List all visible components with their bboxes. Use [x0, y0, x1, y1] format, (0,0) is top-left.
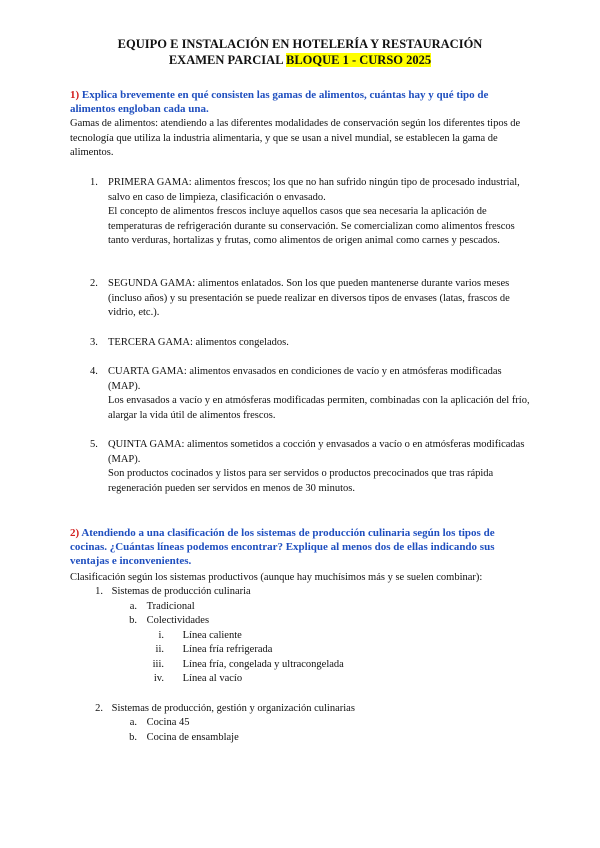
list-item: iv. Línea al vacío [153, 673, 243, 684]
question-2-number: 2) [70, 527, 80, 539]
gama-item-5-text: QUINTA GAMA: alimentos sometidos a cocción y envasados a vacío o en atmósferas modificadas (MAP). [108, 439, 525, 465]
list-item: iii. Línea fría, congelada y ultracongelada [152, 659, 344, 670]
question-1-number: 1) [70, 89, 80, 101]
list-item: i. Línea caliente [158, 630, 242, 641]
gama-item-3-text: TERCERA GAMA: alimentos congelados. [108, 337, 289, 348]
gama-item-1-detail: El concepto de alimentos frescos incluye aquellos casos que sea necesaria la aplicación de temperaturas de refrigeración durante su conservación. Se comercializan como alimentos frescos tanto verduras, hortalizas y frutas, como alimentos de origen animal como carnes y pescados. [108, 206, 515, 246]
list-item: 1. Sistemas de producción culinaria [95, 586, 251, 597]
gama-item-4 [70, 365, 530, 423]
q1-intro: Gamas de alimentos: atendiendo a las diferentes modalidades de conservación según los diferentes tipos de tecnología que utiliza la industria alimentaria, y que se usan a nivel mundial, se establecen la gama de alimentos. [70, 118, 521, 158]
list-item: a. Tradicional [129, 601, 195, 612]
gama-item-3 [70, 336, 530, 351]
list-item: a. Cocina 45 [129, 717, 190, 728]
q2-intro: Clasificación según los sistemas productivos (aunque hay muchísimos más y se suelen combinar): [70, 572, 483, 583]
question-1 [70, 88, 530, 116]
list-number: 3. [90, 337, 98, 348]
title-exam-label: EXAMEN PARCIAL [168, 53, 286, 67]
list-item: ii. Línea fría refrigerada [155, 644, 273, 655]
list-item: 2. Sistemas de producción, gestión y organización culinarias [95, 703, 355, 714]
list-number: 2. [90, 278, 98, 289]
document-title [0, 36, 600, 68]
gama-item-5 [70, 438, 530, 496]
gama-item-1-text: PRIMERA GAMA: alimentos frescos; los que no han sufrido ningún tipo de procesado industrial, salvo en caso de limpieza, clasificación o envasado. [108, 177, 520, 203]
gama-item-1 [70, 176, 530, 249]
gama-item-2 [70, 277, 530, 321]
title-line-2 [0, 52, 600, 68]
question-2-text: Atendiendo a una clasificación de los sistemas de producción culinaria según los tipos de cocinas. ¿Cuántas líneas podemos encontrar? Explique al menos dos de ellas indicando sus ventajas e inconvenientes. [70, 527, 495, 567]
gama-item-4-text: CUARTA GAMA: alimentos envasados en condiciones de vacío y en atmósferas modificadas (MAP). [108, 366, 502, 392]
title-highlight: BLOQUE 1 - CURSO 2025 [285, 53, 432, 67]
list-number: 1. [90, 177, 98, 188]
gama-item-4-detail: Los envasados a vacío y en atmósferas modificadas permiten, combinadas con la aplicación del frío, alargar la vida útil de alimentos frescos. [108, 395, 530, 421]
question-2 [70, 526, 530, 568]
list-number: 4. [90, 366, 98, 377]
list-item: b. Cocina de ensamblaje [129, 732, 239, 743]
list-item: b. Colectividades [129, 615, 210, 626]
gama-item-2-text: SEGUNDA GAMA: alimentos enlatados. Son los que pueden mantenerse durante varios meses (incluso años) y su presentación se puede realizar en diversos tipos de envases (latas, frascos de vidrio, etc.). [108, 278, 510, 318]
gama-item-5-detail: Son productos cocinados y listos para ser servidos o productos precocinados que tras rápida regeneración pueden ser servidos en menos de 30 minutos. [108, 468, 494, 494]
list-number: 5. [90, 439, 98, 450]
title-line-1: EQUIPO E INSTALACIÓN EN HOTELERÍA Y RESTAURACIÓN [117, 37, 483, 51]
question-1-text: Explica brevemente en qué consisten las gamas de alimentos, cuántas hay y qué tipo de alimentos engloban cada una. [70, 89, 489, 115]
